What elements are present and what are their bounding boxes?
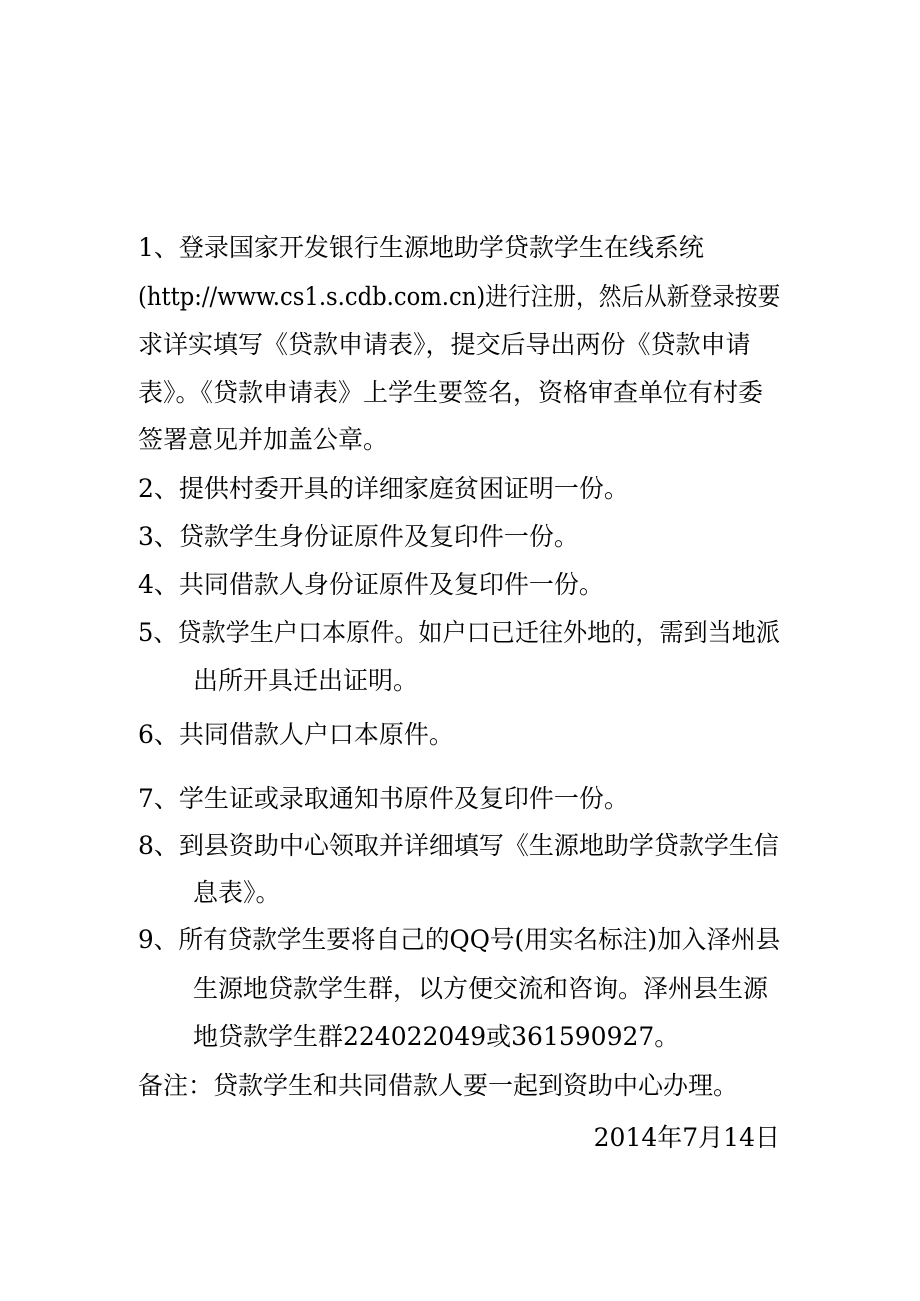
item-9-line-3: 地贷款学生群224022049或361590927。 — [193, 1022, 680, 1051]
item-1-line-5: 签署意见并加盖公章。 — [138, 425, 389, 454]
item-1-line-1: 1、登录国家开发银行生源地助学贷款学生在线系统 — [138, 233, 704, 262]
item-9-line-1: 9、所有贷款学生要将自己的QQ号(用实名标注)加入泽州县 — [138, 925, 781, 954]
item-2: 2、提供村委开具的详细家庭贫困证明一份。 — [138, 474, 629, 503]
item-1-line-4: 表》。《贷款申请表》上学生要签名，资格审查单位有村委 — [138, 378, 764, 407]
item-3: 3、贷款学生身份证原件及复印件一份。 — [138, 522, 579, 551]
item-1-line-2: (http://www.cs1.s.cdb.com.cn)进行注册，然后从新登录按要 — [138, 282, 781, 311]
item-1-line-3: 求详实填写《贷款申请表》，提交后导出两份《贷款申请 — [138, 330, 751, 359]
item-8-line-1: 8、到县资助中心领取并详细填写《生源地助学贷款学生信 — [138, 831, 779, 860]
item-5-line-2: 出所开具迁出证明。 — [193, 666, 419, 695]
note: 备注：贷款学生和共同借款人要一起到资助中心办理。 — [138, 1071, 739, 1100]
item-8-line-2: 息表》。 — [193, 878, 281, 907]
item-7: 7、学生证或录取通知书原件及复印件一份。 — [138, 784, 629, 813]
item-4: 4、共同借款人身份证原件及复印件一份。 — [138, 570, 604, 599]
item-9-line-2: 生源地贷款学生群，以方便交流和咨询。泽州县生源 — [193, 974, 769, 1003]
date: 2014年7月14日 — [593, 1123, 780, 1152]
item-6: 6、共同借款人户口本原件。 — [138, 720, 454, 749]
item-5-line-1: 5、贷款学生户口本原件。如户口已迁往外地的，需到当地派 — [138, 618, 780, 647]
